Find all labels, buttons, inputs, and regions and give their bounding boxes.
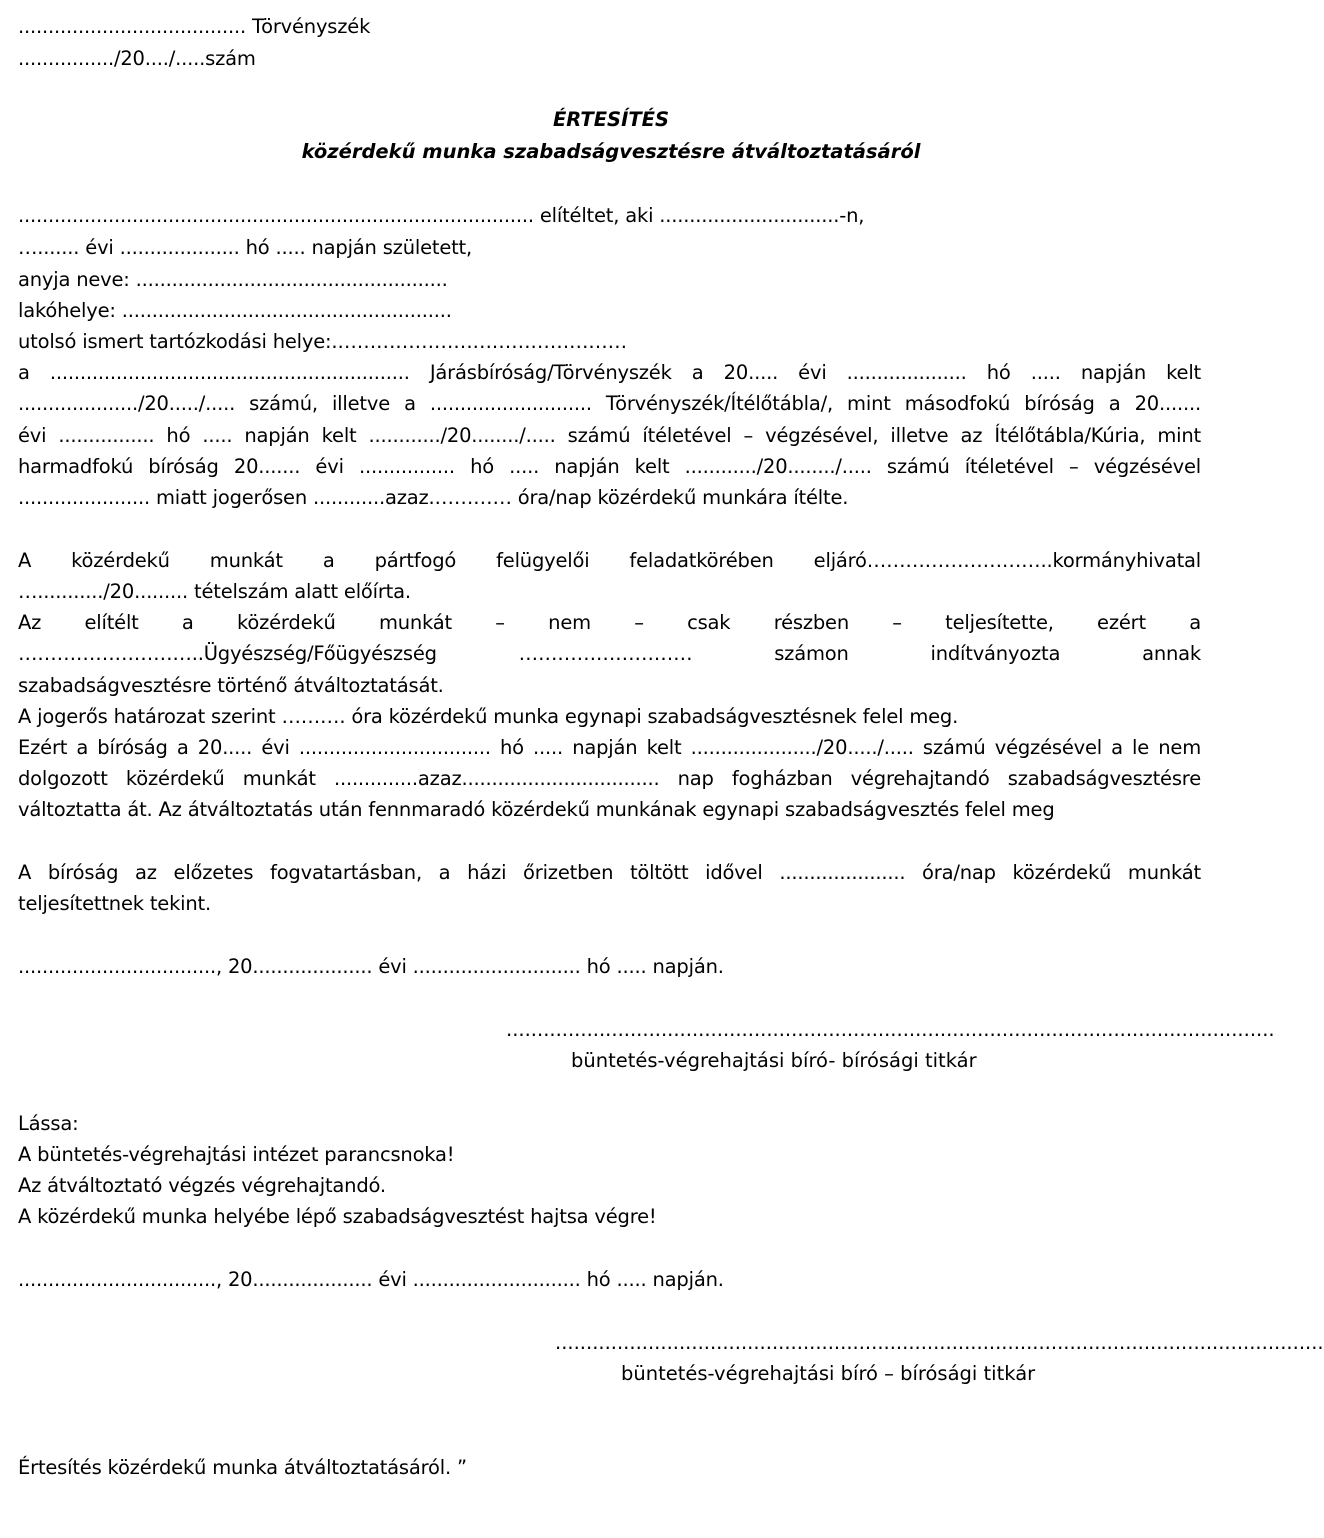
signature-line-1: ............................................................................................................................: [506, 1018, 1275, 1041]
work-paragraph-line: A jogerős határozat szerint ………. óra közérdekű munka egynapi szabadságvesztésnek felel meg.: [18, 705, 959, 728]
date-line-1: ................................., 20.................... évi ............................ hó ..... napján.: [18, 955, 724, 978]
notice-line: A büntetés-végrehajtási intézet parancsnoka!: [18, 1143, 455, 1166]
work-paragraph-line: ….........../20......... tételszám alatt előírta.: [18, 580, 411, 603]
work-paragraph-line: A közérdekű munkát a pártfogó felügyelői feladatkörében eljáró………………………..kormányhivatal: [18, 549, 1201, 572]
judgment-line: a ............................................................ Járásbíróság/Törvényszék a 20..... évi .................... hó ..... napján kelt: [18, 361, 1201, 384]
document-subtitle: közérdekű munka szabadságvesztésre átváltoztatásáról: [301, 140, 921, 163]
judgment-last-line: ...................... miatt jogerősen ............azaz.………… óra/nap közérdekű munkára ítélte.: [18, 486, 849, 509]
case-number-line: ................/20..../.....szám: [18, 47, 256, 70]
work-paragraph-line: Ezért a bíróság a 20..... évi ................................ hó ..... napján kelt ...................../20...../..... számú végzésével a le nem: [18, 736, 1201, 759]
work-paragraph-line: Az elítélt a közérdekű munkát – nem – csak részben – teljesítette, ezért a: [18, 611, 1201, 634]
lassa-label: Lássa:: [18, 1112, 79, 1135]
signature-title-1: büntetés-végrehajtási bíró- bírósági titkár: [571, 1049, 977, 1072]
notice-line: A közérdekű munka helyébe lépő szabadságvesztést hajtsa végre!: [18, 1205, 657, 1228]
footer-line: Értesítés közérdekű munka átváltoztatásáról. ”: [18, 1456, 467, 1479]
work-paragraph-line: dolgozott közérdekű munkát ..............azaz................................. nap fogházban végrehajtandó szabadságvesztésre: [18, 767, 1201, 790]
signature-line-2: ............................................................................................................................: [555, 1331, 1324, 1354]
work-paragraph-line: szabadságvesztésre történő átváltoztatását.: [18, 674, 444, 697]
court-line: ...................................... Törvényszék: [18, 15, 371, 38]
residence-line: lakóhelye: .......................................................: [18, 299, 452, 322]
judgment-line: harmadfokú bíróság 20....... évi ................ hó ..... napján kelt ............/20......../..... számú ítéletével – végzésével: [18, 455, 1201, 478]
signature-title-2: büntetés-végrehajtási bíró – bírósági titkár: [621, 1362, 1036, 1385]
judgment-line: ..................../20...../..... számú, illetve a ........................... Törvényszék/Ítélőtábla/, mint másodfokú bíróság a 20.......: [18, 392, 1201, 415]
judgment-line: évi ................ hó ..... napján kelt ............/20......../..... számú ítéletével – végzésével, illetve az Ítélőtábla/Kúria, mint: [18, 424, 1201, 447]
document-title: ÉRTESÍTÉS: [552, 108, 670, 131]
birth-line: …....... évi .................... hó ..... napján született,: [18, 236, 473, 259]
work-paragraph-line: ………………………..Ügyészség/Főügyészség ……………………… számon indítványozta annak: [18, 642, 1201, 665]
last-location-line: utolsó ismert tartózkodási helye:.………………………………………: [18, 330, 627, 353]
work-paragraph-line: változtatta át. Az átváltoztatás után fennmaradó közérdekű munkának egynapi szabadságvesztés felel meg: [18, 798, 1055, 821]
notice-line: Az átváltoztató végzés végrehajtandó.: [18, 1174, 386, 1197]
date-line-2: ................................., 20.................... évi ............................ hó ..... napján.: [18, 1268, 724, 1291]
mother-name-line: anyja neve: ....................................................: [18, 268, 448, 291]
convict-line: ...................................................................................... elítéltet, aki ..............................-n,: [18, 204, 865, 227]
custody-line: A bíróság az előzetes fogvatartásban, a házi őrizetben töltött idővel ..................... óra/nap közérdekű munkát: [18, 861, 1201, 884]
custody-line: teljesítettnek tekint.: [18, 892, 211, 915]
